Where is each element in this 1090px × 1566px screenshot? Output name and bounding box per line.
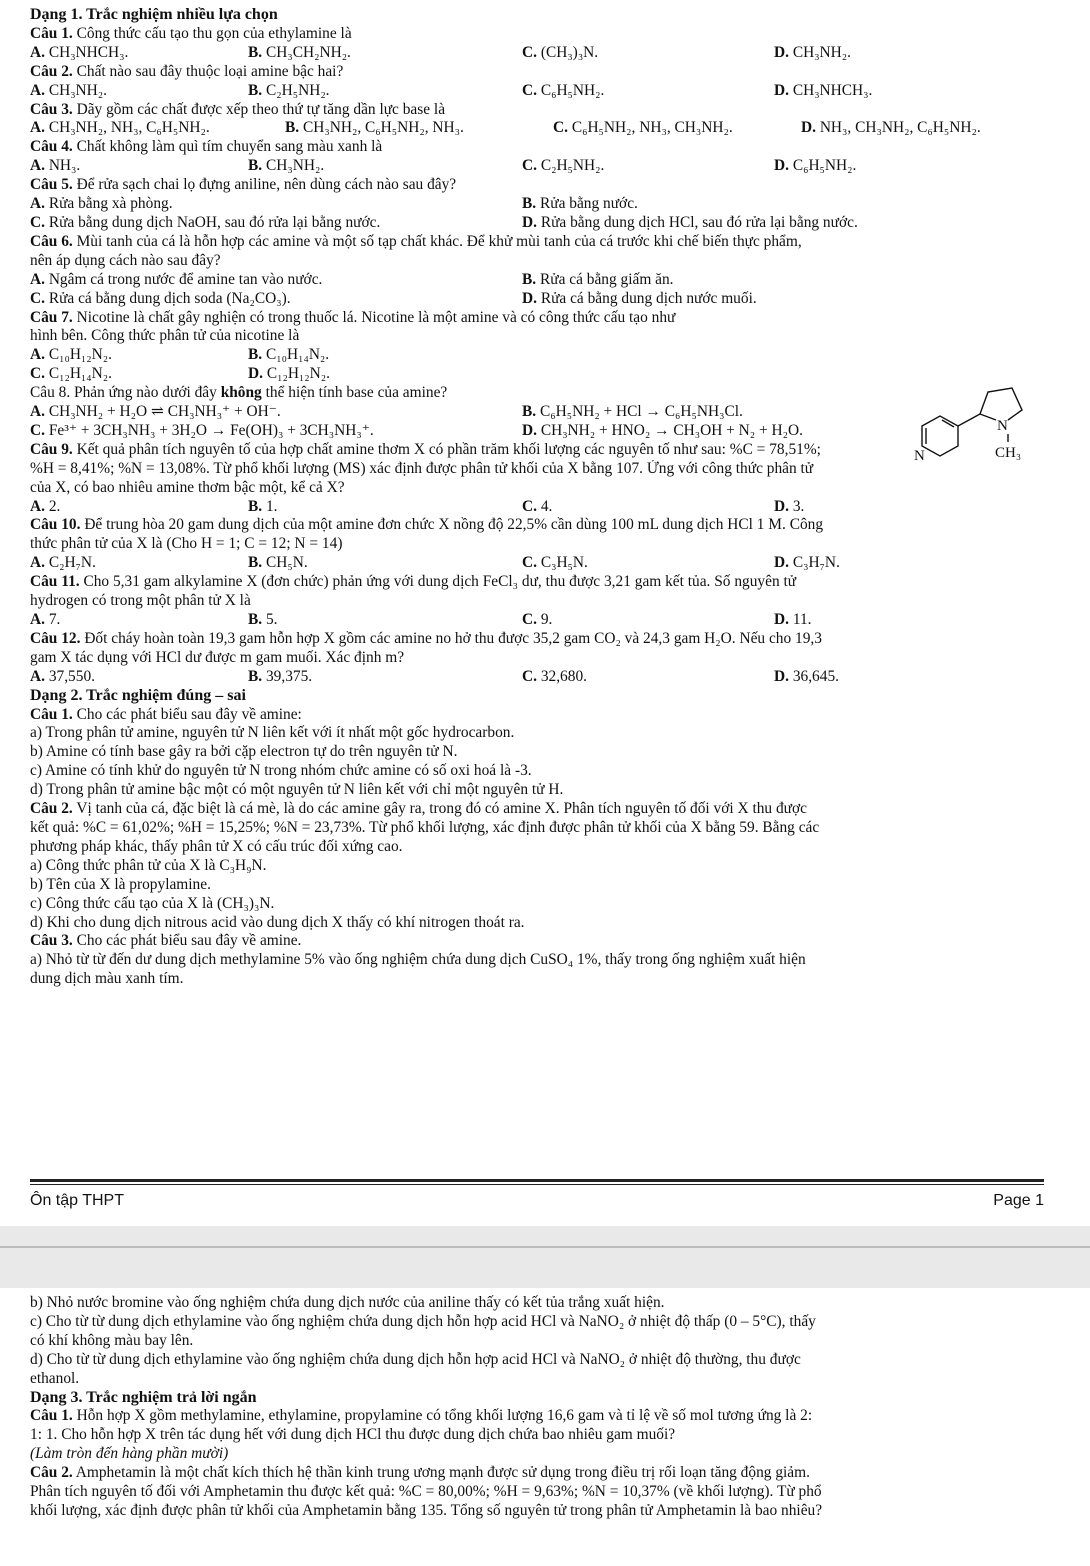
- s2-q1-item-a: a) Trong phân tử amine, nguyên tử N liên kết với ít nhất một gốc hydrocarbon.: [30, 724, 515, 742]
- pyridine-ring: [922, 416, 958, 456]
- option-d: D. 11.: [774, 611, 812, 628]
- nicotine-structure: [892, 380, 1052, 460]
- s2-q2-item-d: d) Khi cho dung dịch nitrous acid vào dung dịch X thấy có khí nitrogen thoát ra.: [30, 913, 525, 931]
- s2-q3-item-d-line1: d) Cho từ từ dung dịch ethylamine vào ống nghiệm chứa dung dịch hỗn hợp acid HCl và NaNO₂ ở nhiệt độ thường, thu được: [30, 1350, 801, 1368]
- q7-stem-line2: hình bên. Công thức phân tử của nicotine là: [30, 327, 300, 345]
- s2-q3-item-b: b) Nhỏ nước bromine vào ống nghiệm chứa dung dịch nước của aniline thấy có kết tủa trắng xuất hiện.: [30, 1294, 665, 1311]
- q11-stem-line2: hydrogen có trong một phân tử X là: [30, 592, 251, 610]
- option-d: D. Rửa cá bằng dung dịch nước muối.: [522, 289, 757, 307]
- option-b: B. Rửa cá bằng giấm ăn.: [522, 270, 674, 288]
- s2-q1-item-d: d) Trong phân tử amine bậc một có một nguyên tử N liên kết với chỉ một nguyên tử H.: [30, 781, 564, 799]
- q9-stem-line1: Câu 9. Kết quả phân tích nguyên tố của hợp chất amine thơm X có phần trăm khối lượng các nguyên tố như sau: %C = 78,51%;: [30, 440, 821, 458]
- section-2-title: Dạng 2. Trắc nghiệm đúng – sai: [30, 686, 246, 704]
- q4-stem: Câu 4. Chất không làm quì tím chuyển sang màu xanh là: [30, 138, 383, 156]
- q8-stem: Câu 8. Phản ứng nào dưới đây không thể hiện tính base của amine?: [30, 384, 448, 402]
- option-c: C. Rửa bằng dung dịch NaOH, sau đó rửa lại bằng nước.: [30, 213, 381, 231]
- section-3-title: Dạng 3. Trắc nghiệm trả lời ngắn: [30, 1388, 257, 1406]
- option-a: A. CH₃NH₂ + H₂O ⇌ CH₃NH₃⁺ + OH⁻.: [30, 403, 281, 421]
- pyridine-nitrogen-label: N: [914, 448, 925, 460]
- ring-link-bond: [958, 414, 980, 426]
- s2-q3-item-a-line1: a) Nhỏ từ từ đến dư dung dịch methylamine 5% vào ống nghiệm chứa dung dịch CuSO₄ 1%, thấy trong ống nghiệm xuất hiện: [30, 951, 806, 969]
- s3-q1-line1: Câu 1. Hỗn hợp X gồm methylamine, ethylamine, propylamine có tổng khối lượng 16,6 gam và tỉ lệ về số mol tương ứng là 2:: [30, 1407, 813, 1425]
- option-b: B. C₂H₅NH₂.: [248, 81, 330, 99]
- section-1-title: Dạng 1. Trắc nghiệm nhiều lựa chọn: [30, 6, 278, 23]
- option-a: A. 2.: [30, 497, 61, 515]
- s2-q2-item-c: c) Công thức cấu tạo của X là (CH₃)₃N.: [30, 894, 275, 912]
- s2-q3-item-a-line2: dung dịch màu xanh tím.: [30, 970, 184, 988]
- q7-options-row1: [30, 346, 1072, 365]
- q10-options: [30, 554, 1072, 573]
- option-b: B. CH₃CH₂NH₂.: [248, 43, 351, 61]
- q5-options-row2: [30, 214, 1072, 233]
- option-c: C. C₂H₅NH₂.: [522, 157, 605, 175]
- s3-q2-line2: Phân tích nguyên tố đối với Amphetamin thu được kết quả: %C = 80,00%; %H = 9,63%; %N = 10,37% (về khối lượng). Từ phổ: [30, 1483, 822, 1501]
- option-b: B. 1.: [248, 497, 278, 515]
- q9-options: [30, 498, 1072, 517]
- option-a: A. 37,550.: [30, 667, 95, 685]
- q2-stem: Câu 2. Chất nào sau đây thuộc loại amine bậc hai?: [30, 62, 344, 80]
- s2-q3-stem: Câu 3. Cho các phát biểu sau đây về amine.: [30, 932, 302, 950]
- s2-q3-item-d-line2: ethanol.: [30, 1369, 80, 1387]
- option-c: C. 9.: [522, 611, 553, 628]
- q10-stem-line2: thức phân tử của X là (Cho H = 1; C = 12; N = 14): [30, 535, 343, 553]
- option-d: D. CH₃NH₂.: [774, 43, 852, 61]
- footer: [30, 1192, 1044, 1210]
- option-d: D. C₃H₇N.: [774, 554, 840, 572]
- option-c: C. C₆H₅NH₂.: [522, 81, 605, 99]
- q10-stem-line1: Câu 10. Để trung hòa 20 gam dung dịch của một amine đơn chức X nồng độ 22,5% cần dùng 100 mL dung dịch HCl 1 M. Công: [30, 516, 824, 534]
- option-c: C. C₃H₅N.: [522, 554, 588, 572]
- option-d: D. 36,645.: [774, 667, 839, 685]
- footer-rule: [30, 1179, 1044, 1185]
- s2-q1-stem: Câu 1. Cho các phát biểu sau đây về amine:: [30, 705, 302, 723]
- option-c: C. (CH₃)₃N.: [522, 43, 599, 61]
- option-a: A. C₂H₇N.: [30, 554, 96, 572]
- q9-stem-line3: của X, có bao nhiêu amine thơm bậc một, kể cả X?: [30, 478, 345, 496]
- option-b: B. Rửa bằng nước.: [522, 195, 638, 213]
- q3-options: [30, 119, 1072, 138]
- q11-options: [30, 611, 1072, 630]
- q11-stem-line1: Câu 11. Cho 5,31 gam alkylamine X (đơn chức) phản ứng với dung dịch FeCl₃ dư, thu được 3,21 gam kết tủa. Số nguyên tử: [30, 573, 797, 591]
- s3-q1-line3: (Làm tròn đến hàng phần mười): [30, 1445, 229, 1463]
- option-c: C. C₁₂H₁₄N₂.: [30, 365, 112, 383]
- s3-q2-line3: khối lượng, xác định được phân tử khối của Amphetamin bằng 135. Tổng số nguyên tử trong phân tử Amphetamin là bao nhiêu?: [30, 1501, 823, 1519]
- s2-q2-stem-line3: phương pháp khác, thấy phân tử X có cấu trúc đối xứng cao.: [30, 837, 403, 855]
- option-c: C. Rửa cá bằng dung dịch soda (Na₂CO₃).: [30, 289, 291, 307]
- option-a: A. CH₃NHCH₃.: [30, 43, 129, 61]
- option-c: C. 4.: [522, 497, 553, 515]
- option-c: C. 32,680.: [522, 667, 587, 685]
- page-gap: [0, 1226, 1090, 1288]
- q4-options: [30, 157, 1072, 176]
- option-a: A. CH₃NH₂.: [30, 81, 108, 99]
- option-b: B. 39,375.: [248, 667, 313, 685]
- s2-q2-stem-line2: kết quả: %C = 61,02%; %H = 15,25%; %N = 23,73%. Từ phổ khối lượng, xác định được phân tử khối của X bằng 59. Bằng các: [30, 818, 820, 836]
- s2-q1-item-c: c) Amine có tính khử do nguyên tử N trong nhóm chức amine có số oxi hoá là -3.: [30, 762, 532, 780]
- q5-options-row1: [30, 195, 1072, 214]
- s2-q3-item-c-line1: c) Cho từ từ dung dịch ethylamine vào ống nghiệm chứa dung dịch hỗn hợp acid HCl và NaNO₂ ở nhiệt độ thấp (0 – 5°C), thấy: [30, 1312, 816, 1330]
- option-d: D. CH₃NH₂ + HNO₂ → CH₃OH + N₂ + H₂O.: [522, 421, 803, 439]
- option-b: B. C₁₀H₁₄N₂.: [248, 346, 330, 364]
- option-a: A. 7.: [30, 611, 61, 628]
- q6-stem-line2: nên áp dụng cách nào sau đây?: [30, 251, 221, 269]
- q12-options: [30, 668, 1072, 687]
- q6-stem-line1: Câu 6. Mùi tanh của cá là hỗn hợp các amine và một số tạp chất khác. Để khử mùi tanh của cá trước khi chế biến thực phẩm,: [30, 232, 802, 250]
- option-c: C. Fe³⁺ + 3CH₃NH₃ + 3H₂O → Fe(OH)₃ + 3CH₃NH₃⁺.: [30, 421, 374, 439]
- q6-options-row2: [30, 290, 1072, 309]
- option-d: D. C₁₂H₁₂N₂.: [248, 365, 330, 383]
- option-a: A. Ngâm cá trong nước để amine tan vào nước.: [30, 270, 323, 288]
- option-b: B. C₆H₅NH₂ + HCl → C₆H₅NH₃Cl.: [522, 403, 743, 421]
- option-a: A. CH₃NH₂, NH₃, C₆H₅NH₂.: [30, 119, 210, 137]
- ring-bond: [980, 414, 996, 420]
- option-b: B. CH₃NH₂, C₆H₅NH₂, NH₃.: [285, 119, 464, 137]
- page-number: Page 1: [993, 1192, 1044, 1209]
- q7-stem-line1: Câu 7. Nicotine là chất gây nghiện có trong thuốc lá. Nicotine là một amine và có công thức cấu tạo như: [30, 308, 676, 326]
- s2-q2-item-a: a) Công thức phân tử của X là C₃H₉N.: [30, 856, 267, 874]
- option-d: D. NH₃, CH₃NH₂, C₆H₅NH₂.: [801, 119, 981, 137]
- option-b: B. 5.: [248, 611, 278, 628]
- option-c: C. C₆H₅NH₂, NH₃, CH₃NH₂.: [553, 119, 733, 137]
- option-d: D. Rửa bằng dung dịch HCl, sau đó rửa lại bằng nước.: [522, 213, 858, 231]
- s2-q2-stem-line1: Câu 2. Vị tanh của cá, đặc biệt là cá mè, là do các amine gây ra, trong đó có amine X. Phân tích nguyên tố đối với X thu được: [30, 800, 807, 818]
- option-a: A. C₁₀H₁₂N₂.: [30, 346, 112, 364]
- option-b: B. CH₃NH₂.: [248, 157, 325, 175]
- s2-q3-item-c-line2: có khí không màu bay lên.: [30, 1331, 194, 1349]
- s2-q1-item-b: b) Amine có tính base gây ra bởi cặp electron tự do trên nguyên tử N.: [30, 743, 458, 761]
- s2-q2-item-b: b) Tên của X là propylamine.: [30, 875, 211, 893]
- option-b: B. CH₅N.: [248, 554, 308, 572]
- q1-stem: Câu 1. Công thức cấu tạo thu gọn của ethylamine là: [30, 24, 352, 42]
- pyrrolidine-ring: [980, 388, 1022, 420]
- methyl-label: CH₃: [995, 445, 1022, 460]
- q12-stem-line1: Câu 12. Đốt cháy hoàn toàn 19,3 gam hỗn hợp X gồm các amine no hở thu được 35,2 gam CO₂ và 24,3 gam H₂O. Nếu cho 19,3: [30, 629, 822, 647]
- q6-options-row1: [30, 271, 1072, 290]
- option-d: D. CH₃NHCH₃.: [774, 81, 873, 99]
- footer-left: Ôn tập THPT: [30, 1192, 124, 1209]
- option-d: D. 3.: [774, 497, 805, 515]
- s3-q1-line2: 1: 1. Cho hỗn hợp X trên tác dụng hết với dung dịch HCl thu được dung dịch chứa bao nhiêu gam muối?: [30, 1426, 676, 1444]
- q1-options: [30, 44, 1072, 63]
- q9-stem-line2: %H = 8,41%; %N = 13,08%. Từ phổ khối lượng (MS) xác định được phân tử khối của X bằng 107. Ứng với công thức phân tử: [30, 459, 814, 477]
- q12-stem-line2: gam X tác dụng với HCl dư được m gam muối. Xác định m?: [30, 648, 405, 666]
- s3-q2-line1: Câu 2. Amphetamin là một chất kích thích hệ thần kinh trung ương mạnh được sử dụng trong điều trị rối loạn tăng động giảm.: [30, 1464, 810, 1482]
- q2-options: [30, 82, 1072, 101]
- option-a: A. Rửa bằng xà phòng.: [30, 195, 173, 213]
- page-2: [0, 1288, 1090, 1566]
- q5-stem: Câu 5. Để rửa sạch chai lọ đựng aniline, nên dùng cách nào sau đây?: [30, 176, 457, 194]
- option-d: D. C₆H₅NH₂.: [774, 157, 857, 175]
- q3-stem: Câu 3. Dãy gồm các chất được xếp theo thứ tự tăng dần lực base là: [30, 100, 446, 118]
- option-a: A. NH₃.: [30, 157, 81, 175]
- nitrogen-label: N: [997, 418, 1008, 434]
